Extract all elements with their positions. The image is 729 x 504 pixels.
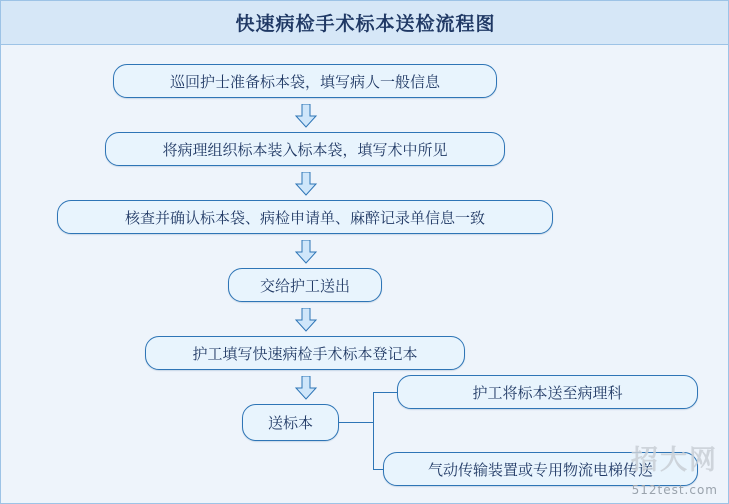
branch-connector-top <box>373 392 397 393</box>
flow-node-step2[interactable] <box>105 132 505 166</box>
flow-node-label: 交给护工送出 <box>259 276 350 295</box>
watermark-logo: 招大网 <box>631 445 718 476</box>
flow-node-step5[interactable] <box>145 336 465 370</box>
flow-node-label: 护工填写快速病检手术标本登记本 <box>192 344 418 363</box>
flow-node-label: 护工将标本送至病理科 <box>472 383 623 402</box>
flow-node-label: 核查并确认标本袋、病检申请单、麻醉记录单信息一致 <box>124 208 485 227</box>
arrow-down-icon <box>293 376 319 400</box>
flowchart-canvas <box>1 44 729 504</box>
flow-node-step6[interactable] <box>242 404 339 441</box>
flow-node-step1[interactable] <box>113 64 497 98</box>
flow-node-step4[interactable] <box>228 268 382 302</box>
flow-node-label: 将病理组织标本装入标本袋，填写术中所见 <box>162 140 448 159</box>
flow-node-branch1[interactable] <box>397 375 698 409</box>
flow-node-step3[interactable] <box>57 200 553 234</box>
arrow-down-icon <box>293 104 319 128</box>
branch-connector-vertical <box>373 392 374 469</box>
arrow-down-icon <box>293 240 319 264</box>
flow-node-label: 巡回护士准备标本袋，填写病人一般信息 <box>169 72 440 91</box>
title-bar <box>1 1 729 45</box>
watermark-url: 512test.com <box>631 483 718 497</box>
flow-node-label: 气动传输装置或专用物流电梯传送 <box>427 460 653 479</box>
branch-connector-stem <box>339 422 373 423</box>
arrow-down-icon <box>293 172 319 196</box>
flow-node-label: 送标本 <box>267 414 313 432</box>
arrow-down-icon <box>293 308 319 332</box>
page-title: 快速病检手术标本送检流程图 <box>235 13 496 35</box>
